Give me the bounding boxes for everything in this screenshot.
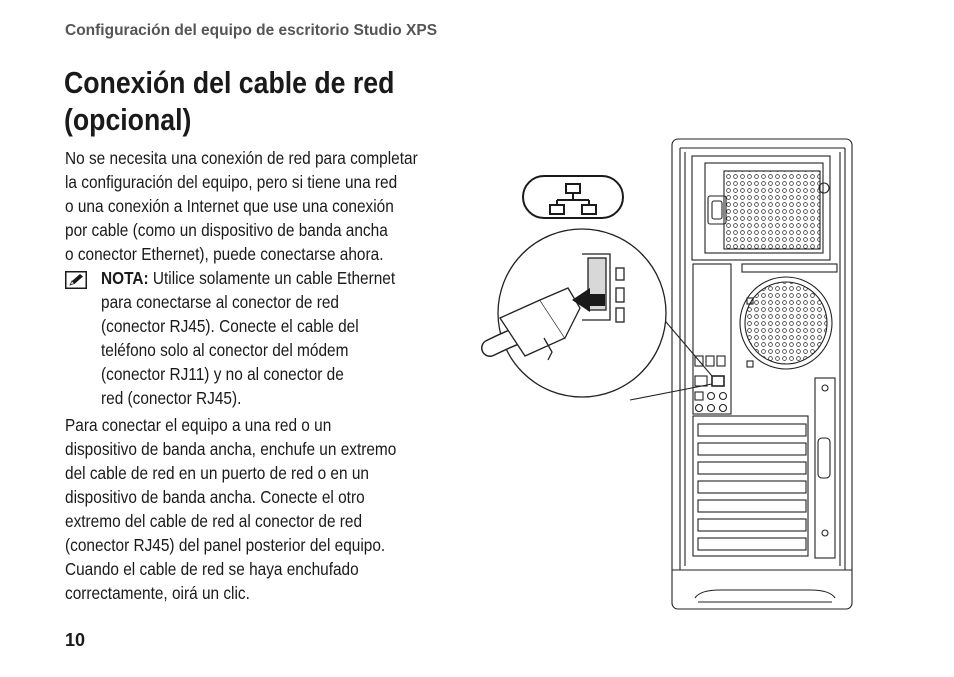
intro-line: No se necesita una conexión de red para completar xyxy=(65,148,418,168)
body-line: extremo del cable de red al conector de red xyxy=(65,511,363,531)
title-line-1: Conexión del cable de red xyxy=(64,65,395,100)
note-block xyxy=(101,266,395,410)
body-line: Cuando el cable de red se haya enchufado xyxy=(65,559,359,579)
note-text: Utilice solamente un cable Ethernet xyxy=(148,268,396,288)
page-number: 10 xyxy=(65,630,86,650)
note-line: para conectarse al conector de red xyxy=(101,292,339,312)
intro-line: la configuración del equipo, pero si tiene una red xyxy=(65,172,398,192)
body-line: correctamente, oirá un clic. xyxy=(65,583,250,603)
page-title xyxy=(64,64,394,138)
running-header: Configuración del equipo de escritorio Studio XPS xyxy=(65,22,438,39)
body-line: (conector RJ45) del panel posterior del equipo. xyxy=(65,535,386,555)
computer-back-panel xyxy=(672,139,852,609)
body-line: Para conectar el equipo a una red o un xyxy=(65,415,332,435)
title-line-2: (opcional) xyxy=(64,102,192,137)
note-line: red (conector RJ45). xyxy=(101,388,242,408)
note-line: teléfono solo al conector del módem xyxy=(101,340,349,360)
body-line: dispositivo de banda ancha. Conecte el otro xyxy=(65,487,365,507)
network-connection-illustration xyxy=(480,138,860,613)
body-line: dispositivo de banda ancha, enchufe un extremo xyxy=(65,439,397,459)
note-label: NOTA: xyxy=(101,268,149,288)
body-line: del cable de red en un puerto de red o en un xyxy=(65,463,369,483)
intro-line: o una conexión a Internet que use una conexión xyxy=(65,196,394,216)
network-icon xyxy=(523,176,623,218)
note-pencil-icon xyxy=(65,271,87,289)
intro-paragraph xyxy=(65,146,418,266)
intro-line: o conector Ethernet), puede conectarse ahora. xyxy=(65,244,384,264)
note-line: (conector RJ45). Conecte el cable del xyxy=(101,316,359,336)
intro-line: por cable (como un dispositivo de banda ancha xyxy=(65,220,388,240)
note-first-line xyxy=(101,266,395,290)
note-line: (conector RJ11) y no al conector de xyxy=(101,364,344,384)
body-paragraph xyxy=(65,413,396,605)
